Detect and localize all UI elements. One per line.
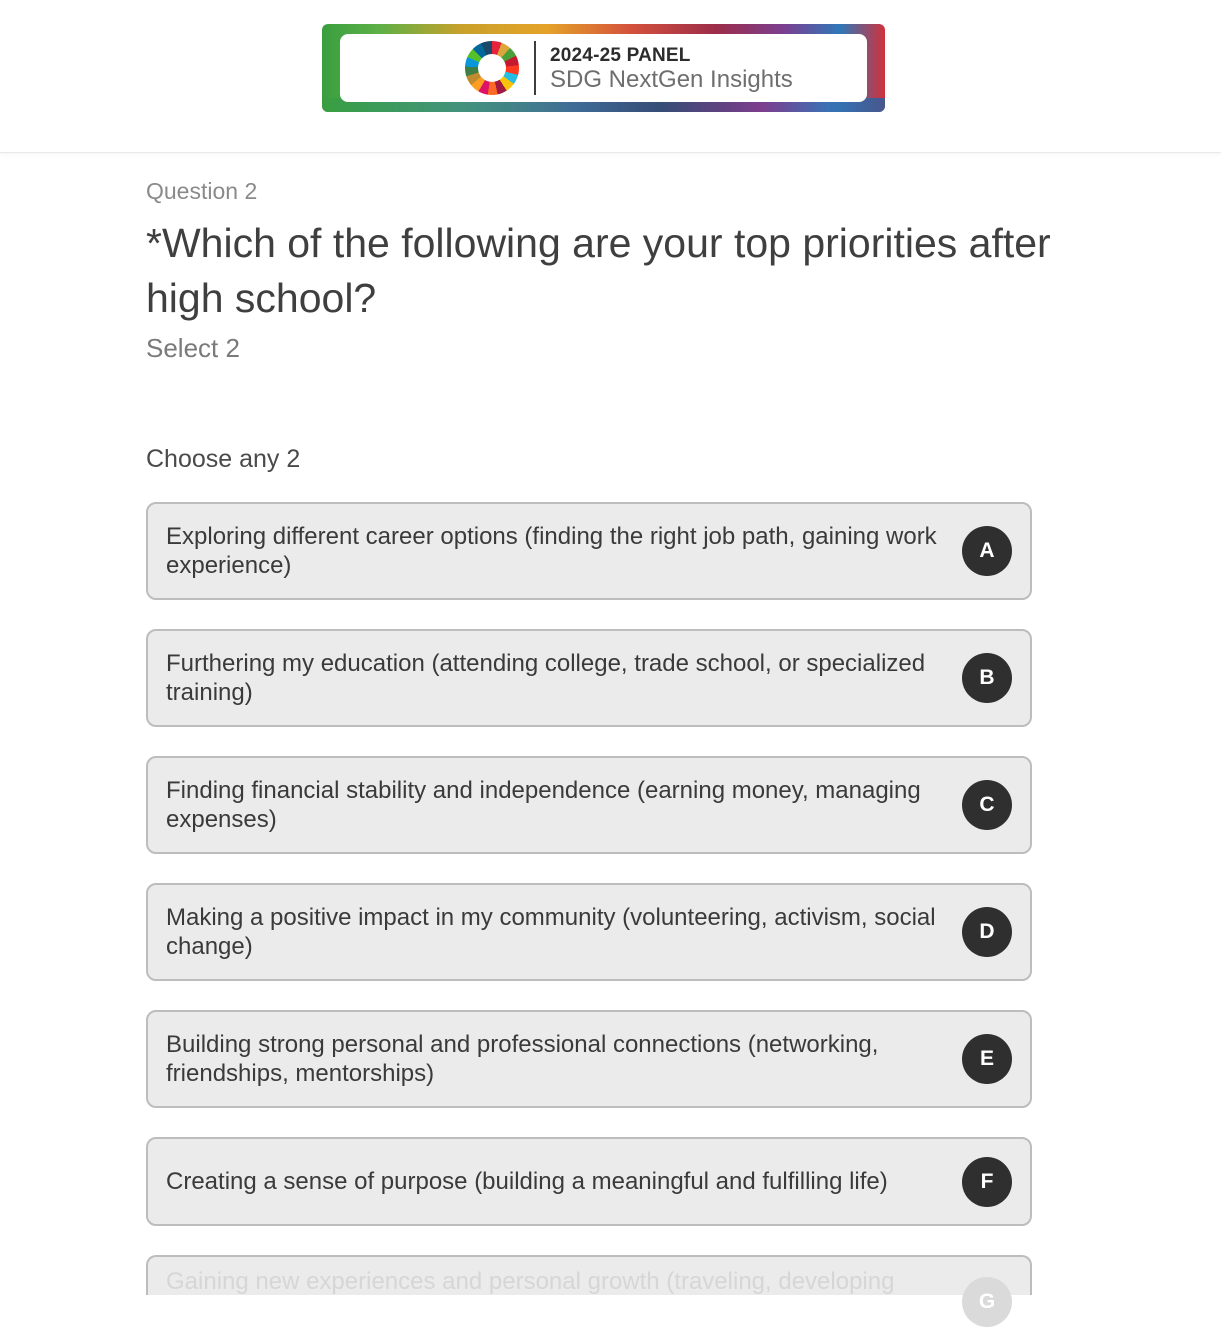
survey-header [0, 0, 1221, 153]
option-key-badge: D [962, 907, 1012, 957]
option-key-badge: C [962, 780, 1012, 830]
option-d[interactable] [146, 883, 1032, 981]
option-label: Creating a sense of purpose (building a meaningful and fulfilling life) [166, 1168, 888, 1195]
question-number: Question 2 [146, 178, 258, 204]
answer-options-list [146, 502, 1032, 1324]
option-c[interactable] [146, 756, 1032, 854]
option-key-badge: A [962, 526, 1012, 576]
question-subtitle: Select 2 [146, 333, 240, 363]
option-key-badge: F [962, 1157, 1012, 1207]
option-b[interactable] [146, 629, 1032, 727]
option-label: Building strong personal and professional connections (networking, friendships, mentorships) [166, 1031, 879, 1087]
option-f[interactable] [146, 1137, 1032, 1226]
option-key-badge: B [962, 653, 1012, 703]
option-key-badge: E [962, 1034, 1012, 1084]
panel-logo-inner [340, 34, 867, 102]
option-key-badge: G [962, 1277, 1012, 1327]
option-label: Furthering my education (attending college, trade school, or specialized training) [166, 650, 926, 706]
option-a[interactable] [146, 502, 1032, 600]
sdg-wheel-icon [465, 41, 519, 95]
logo-panel-year: 2024-25 PANEL [550, 45, 691, 66]
option-label: Exploring different career options (finding the right job path, gaining work experience) [166, 523, 937, 579]
option-label: Finding financial stability and independence (earning money, managing expenses) [166, 777, 921, 833]
option-label: Gaining new experiences and personal growth (traveling, developing [166, 1268, 895, 1295]
logo-divider [534, 41, 536, 95]
logo-panel-name: SDG NextGen Insights [550, 66, 793, 93]
panel-logo-banner [322, 24, 885, 112]
option-e[interactable] [146, 1010, 1032, 1108]
question-title: *Which of the following are your top priorities after high school? [146, 220, 1051, 321]
option-label: Making a positive impact in my community (volunteering, activism, social change) [166, 904, 936, 960]
option-g[interactable] [146, 1255, 1032, 1313]
question-instruction: Choose any 2 [146, 445, 301, 473]
